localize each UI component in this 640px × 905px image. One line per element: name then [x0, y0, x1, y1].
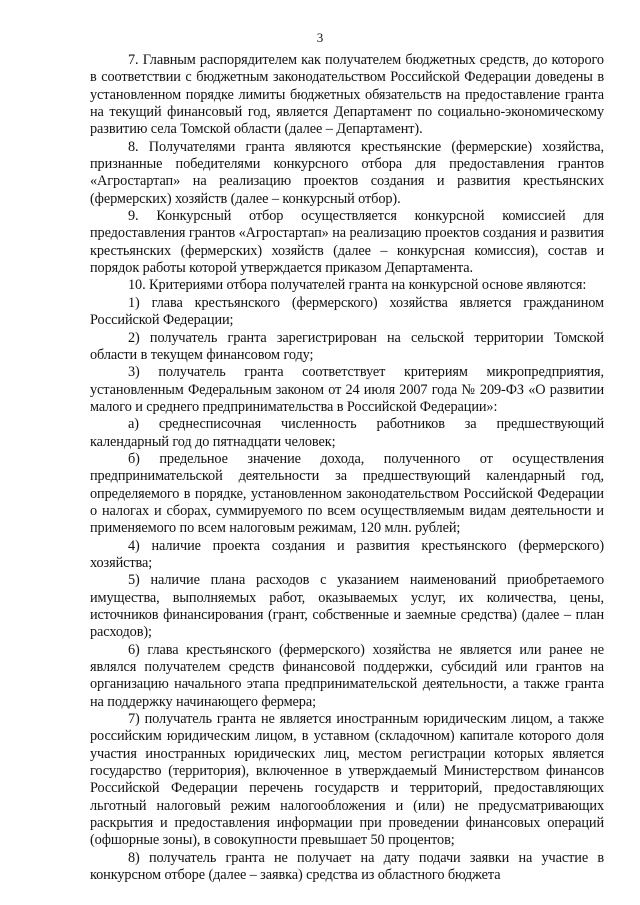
criterion-4: 4) наличие проекта создания и развития крестьянского (фермерского) хозяйства;: [90, 537, 604, 571]
criterion-8: 8) получатель гранта не получает на дату подачи заявки на участие в конкурсном отборе (далее – заявка) средства из областного бюджета: [90, 849, 604, 884]
criterion-1: 1) глава крестьянского (фермерского) хозяйства является гражданином Российской Федерации;: [90, 294, 604, 329]
criterion-3b: б) предельное значение дохода, полученного от осуществления предпринимательской деятельности за предшествующий календарный год, определяемого в порядке, установленном законодательством Российской Федерации о налогах и сборах, суммируемого по всем осуществляемым видам деятельности и применяемого по всем налоговым режимам, 120 млн. рублей;: [90, 450, 604, 537]
criterion-3: 3) получатель гранта соответствует критериям микропредприятия, установленным Федеральным законом от 24 июля 2007 года № 209-ФЗ «О развитии малого и среднего предпринимательства в Российской Федерации»:: [90, 364, 604, 415]
document-body: [90, 52, 604, 885]
criterion-2: 2) получатель гранта зарегистрирован на сельской территории Томской области в текущем финансовом году;: [90, 329, 604, 363]
paragraph-9-competitive-selection: 9. Конкурсный отбор осуществляется конкурсной комиссией для предоставления грантов «Агростартап» на реализацию проектов создания и развития крестьянских (фермерских) хозяйств (далее – конкурсная комиссия), состав и порядок работы которой утверждается приказом Департамента.: [90, 208, 605, 277]
criterion-5: 5) наличие плана расходов с указанием наименований приобретаемого имущества, выполняемых работ, оказываемых услуг, их количества, цены, источников финансирования (грант, собственные и заемные средства) (далее – план расходов);: [90, 572, 604, 641]
criterion-3a: а) среднесписочная численность работников за предшествующий календарный год до пятнадцати человек;: [90, 416, 604, 450]
criterion-7: 7) получатель гранта не является иностранным юридическим лицом, а также российским юридическим лицом, в уставном (складочном) капитале которого доля участия иностранных юридических лиц, местом регистрации которых является государство (территория), включенное в утверждаемый Министерством финансов Российской Федерации перечень государств и территорий, предоставляющих льготный налоговый режим налогообложения и (или) не предусматривающих раскрытия и предоставления информации при проведении финансовых операций (офшорные зоны), в совокупности превышает 50 процентов;: [90, 711, 604, 849]
paragraph-8-grant-recipients: 8. Получателями гранта являются крестьянские (фермерские) хозяйства, признанные победителями конкурсного отбора для предоставления грантов «Агростартап» на реализацию проектов создания и развития крестьянских (фермерских) хозяйств (далее – конкурсный отбор).: [90, 138, 604, 207]
page-number: 3: [316, 30, 324, 45]
paragraph-10-selection-criteria: 10. Критериями отбора получателей гранта на конкурсной основе являются:: [128, 277, 587, 294]
criterion-6: 6) глава крестьянского (фермерского) хозяйства не является или ранее не являлся получателем средств финансовой поддержки, субсидий или грантов на организацию начального этапа предпринимательской деятельности, а также гранта на поддержку начинающего фермера;: [90, 641, 604, 710]
paragraph-7-chief-administrator: 7. Главным распорядителем как получателем бюджетных средств, до которого в соответствии с бюджетным законодательством Российской Федерации доведены в установленном порядке лимиты бюджетных обязательств на предоставление гранта на текущий финансовый год, является Департамент по социально-экономическому развитию села Томской области (далее – Департамент).: [90, 52, 604, 138]
